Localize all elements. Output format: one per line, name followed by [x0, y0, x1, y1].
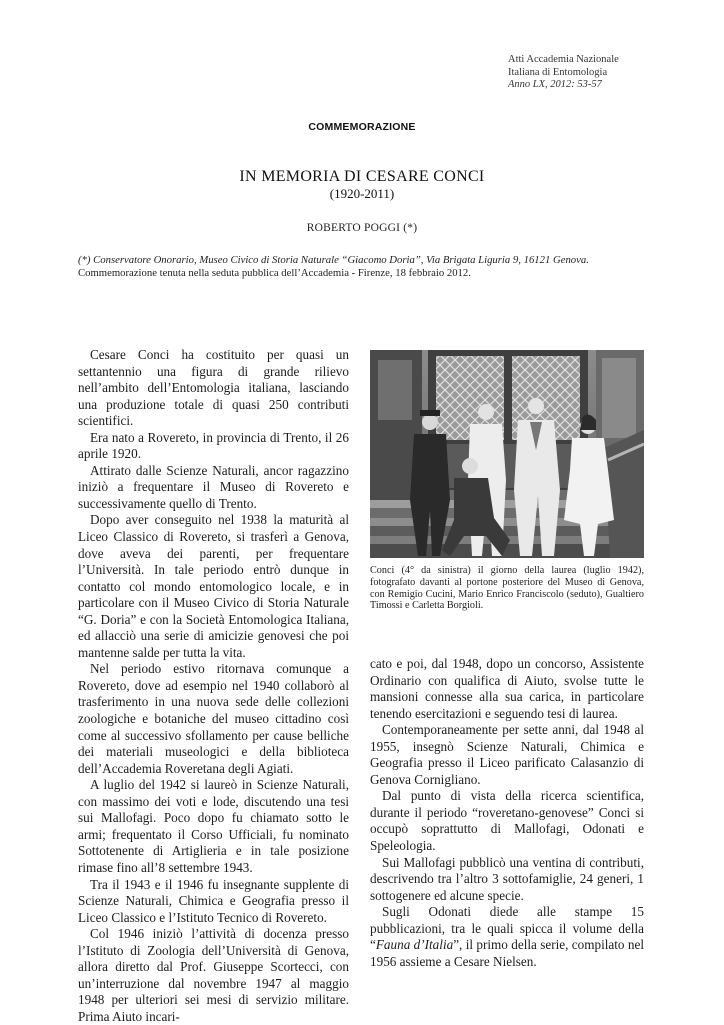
paragraph: Sui Mallofagi pubblicò una ventina di contributi, descrivendo tra l’altro 3 sottofamiglie, 24 generi, 1 sottogenere ed alcune specie. — [370, 854, 644, 903]
paragraph: Dal punto di vista della ricerca scientifica, durante il periodo “roveretano-genovese” Conci si occupò soprattutto di Mallofagi, Odonati e Speleologia. — [370, 788, 644, 854]
paragraph: Attirato dalle Scienze Naturali, ancor ragazzino iniziò a frequentare il Museo di Rovereto e successivamente quello di Trento. — [78, 462, 349, 511]
journal-reference — [508, 54, 619, 92]
paragraph: Nel periodo estivo ritornava comunque a Rovereto, dove ad esempio nel 1940 collaborò al trasferimento in una nuova sede delle collezioni zoologiche e botaniche del museo cittadino così come al successivo sfollamento per cause belliche dei materiali museologici e della biblioteca dell’Accademia Roveretana degli Agiati. — [78, 661, 349, 776]
article-years: (1920-2011) — [329, 186, 395, 201]
paragraph: Tra il 1943 e il 1946 fu insegnante supplente di Scienze Naturali, Chimica e Geografia presso il Liceo Classico e l’Istituto Tecnico di Rovereto. — [78, 876, 349, 925]
journal-issue: Anno LX, 2012: 53-57 — [508, 79, 602, 90]
paragraph: Era nato a Rovereto, in provincia di Trento, il 26 aprile 1920. — [78, 429, 349, 462]
paragraph-continuation: cato e poi, dal 1948, dopo un concorso, Assistente Ordinario con qualifica di Aiuto, svolse tutte le mansioni connesse alla sua carica, in particolare tenendo esercitazioni e seguendo tesi di laurea. — [370, 656, 644, 721]
paragraph: A luglio del 1942 si laureò in Scienze Naturali, con massimo dei voti e lode, discutendo una tesi sui Mallofagi. Poco dopo fu chiamato sotto le armi; frequentato il Corso Ufficiali, fu nominato Sottotenente di Artiglieria e in tale posizione rimase fino all’8 settembre 1943. — [78, 777, 349, 875]
article-author: ROBERTO POGGI (*) — [306, 222, 418, 234]
paragraph: Dopo aver conseguito nel 1938 la maturità al Liceo Classico di Rovereto, si trasferì a Genova, dove aveva dei parenti, per frequentare l’Università. In tale periodo entrò dunque in contatto col mondo entomologico locale, e in particolare con il Museo Civico di Storia Naturale “G. Doria” e con la Società Entomologica Italiana, ed allacciò una serie di amicizie genovesi che poi mantenne salde per tutta la vita. — [78, 512, 349, 660]
article-title: IN MEMORIA DI CESARE CONCI — [239, 168, 485, 185]
paragraph: Contemporaneamente per sette anni, dal 1948 al 1955, insegnò Scienze Naturali, Chimica e Geografia presso il Liceo parificato Calasanzio di Genova Cornigliano. — [370, 722, 644, 787]
right-column — [370, 656, 644, 970]
author-footnote — [78, 254, 658, 280]
fauna-italia-title: Fauna d’Italia — [375, 937, 454, 953]
paragraph-text: Sugli Odonati diede alle stampe 15 pubblicazioni, tra le quali spicca il volume della “ — [370, 904, 644, 953]
group-photo-drawing — [370, 350, 644, 558]
section-label: COMMEMORAZIONE — [308, 121, 416, 133]
paragraph-text: ”, il primo della serie, compilato nel 1956 assieme a Cesare Nielsen. — [370, 937, 644, 969]
paragraph: Col 1946 iniziò l’attività di docenza presso l’Istituto di Zoologia dell’Università di Genova, allora diretto dal Prof. Giuseppe Scortecci, con un’interruzione dal novembre 1947 al maggio 1948 per ulteriori sei mesi di servizio militare. Prima Aiuto incari- — [78, 926, 349, 1024]
journal-name-line2: Italiana di Entomologia — [508, 66, 608, 78]
paragraph: Cesare Conci ha costituito per quasi un settantennio una figura di grande rilievo nell’ambito dell’Entomologia italiana, lasciando una produzione totale di quasi 250 contributi scientifici. — [78, 347, 349, 429]
photo-caption: Conci (4° da sinistra) il giorno della laurea (luglio 1942), fotografato davanti al portone posteriore del Museo di Genova, con Remigio Cucini, Mario Enrico Franciscolo (seduto), Gualtiero Timossi e Carletta Borgioli. — [370, 565, 644, 612]
paragraph — [370, 904, 644, 970]
left-column — [78, 347, 349, 1025]
group-photo — [370, 350, 644, 558]
footnote-affiliation: (*) Conservatore Onorario, Museo Civico di Storia Naturale “Giacomo Doria”, Via Brigata Liguria 9, 16121 Genova. — [78, 254, 589, 266]
journal-name-line1: Atti Accademia Nazionale — [508, 54, 619, 65]
footnote-event: Commemorazione tenuta nella seduta pubblica dell’Accademia - Firenze, 18 febbraio 2012. — [78, 267, 471, 279]
